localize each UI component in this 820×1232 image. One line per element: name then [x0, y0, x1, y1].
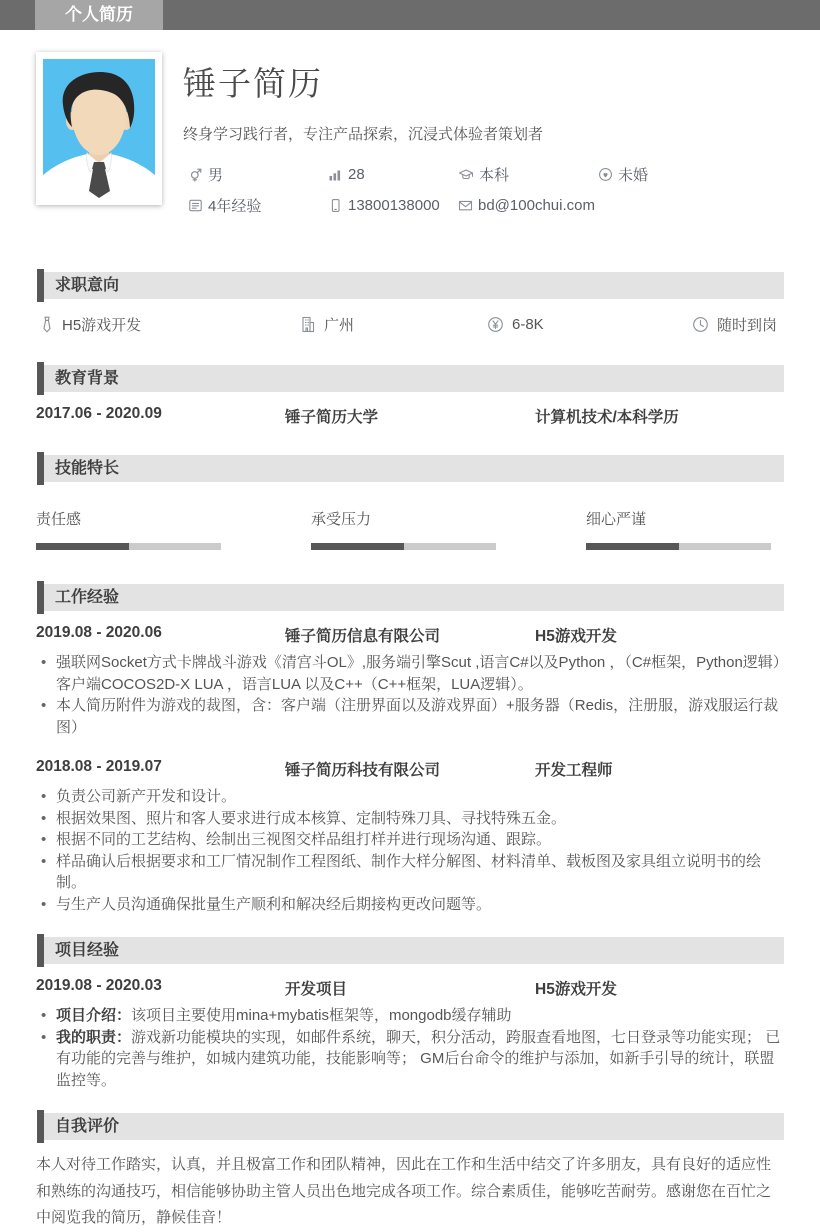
bullet-item: [36, 1005, 784, 1027]
work-role: 开发工程师: [535, 762, 613, 779]
profile-summary: [183, 52, 784, 216]
section-title: 教育背景: [55, 370, 120, 387]
section-accent-bar: [37, 452, 44, 485]
info-marital: [598, 164, 784, 185]
section-project-experience: [36, 937, 784, 1091]
work-entry-header: [36, 758, 784, 780]
skill-label: 承受压力: [311, 511, 372, 528]
intent-availability-value: 随时到岗: [717, 317, 778, 334]
info-gender: [188, 164, 328, 185]
job-intention-row: [36, 314, 784, 335]
resume-tab-label: 个人简历: [35, 0, 163, 30]
intent-city-value: 广州: [324, 317, 355, 334]
work-entry: [36, 758, 784, 915]
avatar-illustration: [43, 59, 155, 198]
section-title: 技能特长: [55, 460, 120, 477]
skill-bar-fill: [586, 543, 679, 550]
intent-salary-value: 6-8K: [512, 316, 544, 333]
bullet-text: 样品确认后根据要求和工厂情况制作工程图纸、制作大样分解图、材料清单、载板图及家具组立说明书的绘制。: [56, 852, 762, 891]
skill-label: 细心严谨: [586, 511, 647, 528]
project-entry: [36, 977, 784, 1091]
work-entry: [36, 624, 784, 738]
section-title: 求职意向: [55, 277, 120, 294]
project-name: 开发项目: [285, 981, 348, 998]
work-company: 锤子简历科技有限公司: [285, 762, 441, 779]
intent-salary: [487, 314, 692, 335]
bullet-text: 根据效果图、照片和客人要求进行成本核算、定制特殊刀具、寻找特殊五金。: [56, 809, 567, 827]
section-accent-bar: [37, 269, 44, 302]
candidate-name: 锤子简历: [183, 65, 323, 102]
section-title: 工作经验: [55, 589, 120, 606]
section-skills: [36, 455, 784, 550]
skill-item: [36, 508, 311, 550]
marital-icon: [598, 167, 613, 182]
project-role: H5游戏开发: [535, 981, 617, 998]
info-degree-value: 本科: [479, 167, 510, 184]
phone-icon: [328, 198, 343, 213]
section-accent-bar: [37, 1110, 44, 1143]
experience-icon: [188, 198, 203, 213]
info-age: [328, 164, 458, 185]
info-experience-value: 4年经验: [208, 198, 262, 215]
info-marital-value: 未婚: [618, 167, 649, 184]
bullet-item: [36, 851, 784, 894]
section-header: [37, 455, 784, 482]
info-email-value: bd@100chui.com: [478, 197, 595, 214]
section-header: [37, 365, 784, 392]
work-role: H5游戏开发: [535, 628, 617, 645]
candidate-tagline: 终身学习践行者，专注产品探索，沉浸式体验者策划者: [183, 126, 544, 143]
bullet-item: [36, 808, 784, 830]
info-degree: [458, 164, 598, 185]
section-header: [37, 584, 784, 611]
education-school: 锤子简历大学: [285, 409, 379, 426]
section-accent-bar: [37, 581, 44, 614]
necktie-icon: [40, 316, 54, 334]
bullet-text: 该项目主要使用mina+mybatis框架等，mongodb缓存辅助: [131, 1007, 512, 1024]
project-bullet-list: [36, 1005, 784, 1091]
bullet-item: [36, 786, 784, 808]
section-header: [37, 937, 784, 964]
education-major: 计算机技术/本科学历: [535, 409, 679, 426]
profile-header: [0, 30, 820, 216]
bullet-text: 与生产人员沟通确保批量生产顺利和解决经后期接构更改问题等。: [56, 895, 492, 913]
section-work-experience: [36, 584, 784, 915]
work-bullet-list: [36, 786, 784, 915]
top-bar: [0, 0, 820, 30]
work-company: 锤子简历信息有限公司: [285, 628, 441, 645]
section-self-evaluation: [36, 1113, 784, 1232]
age-chart-icon: [328, 167, 343, 182]
bullet-text: 强联网Socket方式卡牌战斗游戏《清宫斗OL》,服务端引擎Scut ,语言C#以及Python ，（C#框架，Python逻辑）客户端COCOS2D-X LUA ，语言LUA 以及C++（C++框架，LUA逻辑）。: [56, 654, 781, 693]
bullet-item: [36, 1027, 784, 1092]
resume-body: [0, 272, 820, 1232]
bullet-item: [36, 894, 784, 916]
skill-bar-track: [586, 543, 771, 550]
gender-icon: [188, 167, 203, 182]
section-education: [36, 365, 784, 427]
section-title: 自我评价: [55, 1118, 120, 1135]
intent-city: [300, 314, 487, 335]
building-icon: [300, 316, 316, 333]
skill-item: [586, 508, 784, 550]
work-entry-header: [36, 624, 784, 646]
bullet-label: 项目介绍：: [56, 1007, 132, 1024]
skill-label: 责任感: [36, 511, 82, 528]
education-period: 2017.06 - 2020.09: [36, 405, 162, 422]
bullet-text: 游戏新功能模块的实现，如邮件系统，聊天，积分活动，跨服查看地图，七日登录等功能实现； 已有功能的完善与维护，如城内建筑功能，技能影响等； GM后台命令的维护与添加，如新手引导的统计，联盟监控等。: [56, 1028, 781, 1089]
section-job-intention: [36, 272, 784, 335]
bullet-text: 负责公司新产开发和设计。: [56, 788, 237, 805]
project-period: 2019.08 - 2020.03: [36, 977, 162, 994]
avatar: [36, 52, 162, 205]
info-experience: [188, 195, 328, 216]
skill-bar-fill: [36, 543, 129, 550]
section-accent-bar: [37, 934, 44, 967]
clock-icon: [692, 316, 709, 333]
self-evaluation-text: 本人对待工作踏实，认真，并且极富工作和团队精神，因此在工作和生活中结交了许多朋友，具有良好的适应性和熟练的沟通技巧，相信能够协助主管人员出色地完成各项工作。综合素质佳，能够吃苦耐劳。感谢您在百忙之中阅览我的简历，静候佳音！: [36, 1156, 772, 1226]
skill-bar-track: [36, 543, 221, 550]
intent-position: [40, 314, 300, 335]
email-icon: [458, 198, 473, 213]
basic-info-grid: [183, 164, 784, 216]
bullet-text: 根据不同的工艺结构、绘制出三视图交样品组打样并进行现场沟通、跟踪。: [56, 831, 552, 848]
skill-item: [311, 508, 586, 550]
info-gender-value: 男: [208, 167, 224, 184]
info-phone-value: 13800138000: [348, 197, 440, 214]
section-header: [37, 272, 784, 299]
info-age-value: 28: [348, 166, 365, 183]
degree-icon: [458, 167, 474, 182]
education-row: [36, 405, 784, 427]
project-entry-header: [36, 977, 784, 999]
bullet-label: 我的职责：: [56, 1028, 132, 1046]
work-period: 2019.08 - 2020.06: [36, 624, 162, 641]
skills-row: [36, 508, 784, 550]
skill-bar-track: [311, 543, 496, 550]
bullet-item: [36, 695, 784, 738]
skill-bar-fill: [311, 543, 404, 550]
bullet-item: [36, 652, 784, 695]
info-email: [458, 195, 598, 216]
bullet-item: [36, 829, 784, 851]
intent-position-value: H5游戏开发: [62, 317, 142, 334]
section-header: [37, 1113, 784, 1140]
work-period: 2018.08 - 2019.07: [36, 758, 162, 775]
section-accent-bar: [37, 362, 44, 395]
bullet-text: 本人简历附件为游戏的裁图，含：客户端（注册界面以及游戏界面）+服务器（Redis，注册服，游戏服运行裁图）: [56, 697, 779, 736]
salary-icon: [487, 316, 504, 333]
intent-availability: [692, 314, 784, 335]
section-title: 项目经验: [55, 942, 120, 959]
info-phone: [328, 195, 458, 216]
work-bullet-list: [36, 652, 784, 738]
